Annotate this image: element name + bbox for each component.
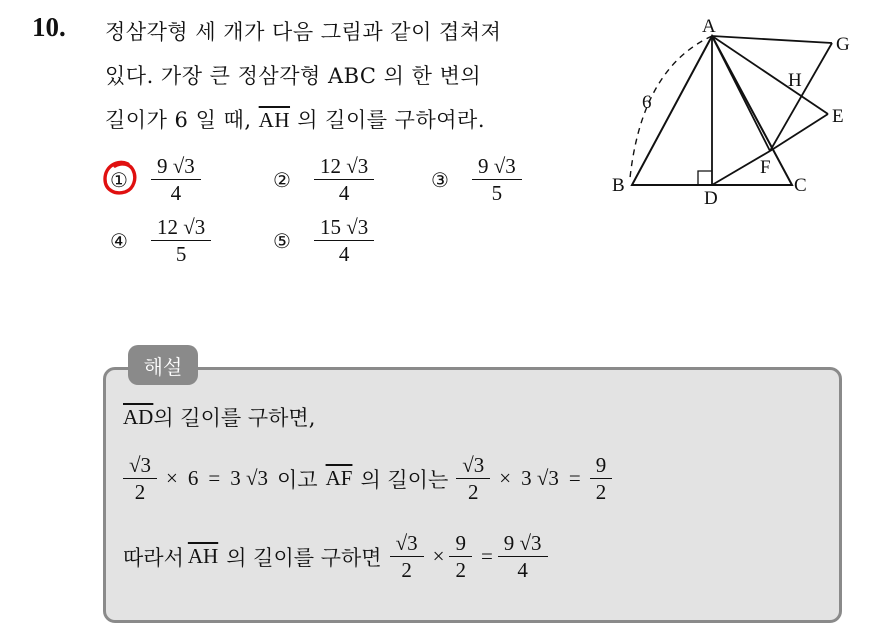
- question-line-3-post: 의 길이를 구하여라.: [290, 108, 486, 132]
- denominator: 2: [468, 480, 479, 504]
- segment-ah: $\overline{AH}$: [258, 108, 291, 132]
- numerator: 9: [449, 530, 472, 557]
- label-g: G: [836, 34, 850, 55]
- conjunction-text: 이고: [277, 467, 318, 492]
- numerator: √3: [456, 452, 490, 479]
- choice-2-denominator: 4: [338, 181, 350, 205]
- denominator: 2: [134, 480, 146, 504]
- choice-5-numerator: 15 √3: [314, 214, 374, 241]
- times-sign: ×: [432, 544, 445, 568]
- label-b: B: [612, 175, 625, 196]
- question-number: 10.: [32, 12, 66, 42]
- solution-line-3: [123, 530, 552, 583]
- choice-2-mark: ②: [273, 167, 291, 192]
- choice-4-numerator: 12 √3: [151, 214, 211, 241]
- choice-2-numerator: 12 √3: [314, 153, 374, 180]
- number-six: 6: [187, 466, 199, 490]
- segment-ad: $\overline{AD}$: [123, 404, 154, 429]
- label-side-6: 6: [642, 92, 652, 113]
- solution-line-1-text: 의 길이를 구하면,: [153, 406, 316, 430]
- fraction-9sqrt3-over-4: [498, 530, 548, 583]
- label-d: D: [704, 188, 718, 209]
- question-line-1: 정삼각형 세 개가 다음 그림과 같이 겹쳐져: [105, 20, 502, 44]
- fraction-sqrt3-over-2-b: [456, 452, 490, 505]
- segment-af: [712, 36, 770, 151]
- equals-sign: =: [568, 466, 581, 490]
- solution-line-1: [123, 402, 315, 432]
- length-text: 의 길이는: [360, 467, 449, 492]
- choice-5[interactable]: [270, 214, 374, 267]
- fraction-sqrt3-over-2-c: [390, 530, 424, 583]
- choice-3[interactable]: [428, 153, 522, 206]
- segment-ag: [712, 36, 832, 43]
- label-a: A: [702, 18, 716, 37]
- fraction-sqrt3-over-2: [123, 452, 157, 505]
- choice-4-denominator: 5: [175, 242, 187, 266]
- denominator: 2: [595, 480, 607, 504]
- choice-5-denominator: 4: [338, 242, 350, 266]
- denominator: 2: [401, 558, 412, 582]
- fraction-9-over-2-b: [449, 530, 472, 583]
- segment-ge: [770, 43, 832, 151]
- segment-af-label: $\overline{AF}$: [325, 466, 353, 490]
- choice-1-numerator: 9 √3: [151, 153, 201, 180]
- question-text: [105, 10, 595, 142]
- numerator: 9: [590, 452, 613, 479]
- length-text: 의 길이를 구하면: [226, 545, 382, 570]
- choice-3-mark: ③: [431, 167, 449, 192]
- segment-ae: [712, 36, 828, 114]
- choice-5-mark: ⑤: [273, 228, 291, 253]
- choice-3-numerator: 9 √3: [472, 153, 522, 180]
- solution-line-2: [123, 452, 616, 505]
- times-sign: ×: [499, 466, 512, 490]
- triangle-figure: [600, 18, 870, 218]
- numerator: √3: [390, 530, 424, 557]
- numerator: √3: [123, 452, 157, 479]
- selected-answer-circle: [100, 158, 140, 198]
- choice-4-mark: ④: [110, 228, 128, 253]
- times-sign: ×: [166, 466, 178, 490]
- segment-ah-label: $\overline{AH}$: [187, 544, 219, 568]
- value-3-sqrt3: 3 √3: [230, 466, 268, 490]
- denominator: 2: [455, 558, 466, 582]
- denominator: 4: [517, 558, 528, 582]
- choice-1-fraction: [151, 153, 201, 206]
- choice-1-mark: ①: [110, 167, 128, 192]
- choice-3-fraction: [472, 153, 522, 206]
- question-line-3: [105, 98, 595, 142]
- right-angle-mark: [698, 171, 712, 185]
- choice-4[interactable]: [107, 214, 211, 267]
- choice-2[interactable]: [270, 153, 374, 206]
- choice-5-fraction: [314, 214, 374, 267]
- label-f: F: [760, 157, 771, 178]
- equals-sign: =: [480, 544, 493, 568]
- therefore-text: 따라서: [123, 545, 184, 570]
- choice-3-denominator: 5: [491, 181, 503, 205]
- label-h: H: [788, 70, 802, 91]
- solution-tab: 해설: [128, 345, 198, 385]
- choice-1-denominator: 4: [170, 181, 182, 205]
- segment-fe: [770, 114, 828, 151]
- value-3-sqrt3: 3 √3: [521, 466, 559, 490]
- question-line-3-pre: 길이가 6 일 때,: [105, 108, 259, 132]
- equals-sign: =: [208, 466, 221, 490]
- numerator: 9 √3: [498, 530, 548, 557]
- choice-2-fraction: [314, 153, 374, 206]
- choice-4-fraction: [151, 214, 211, 267]
- question-line-2: 있다. 가장 큰 정삼각형 ABC 의 한 변의: [105, 64, 482, 88]
- fraction-9-over-2: [590, 452, 613, 505]
- label-e: E: [832, 106, 844, 127]
- label-c: C: [794, 175, 807, 196]
